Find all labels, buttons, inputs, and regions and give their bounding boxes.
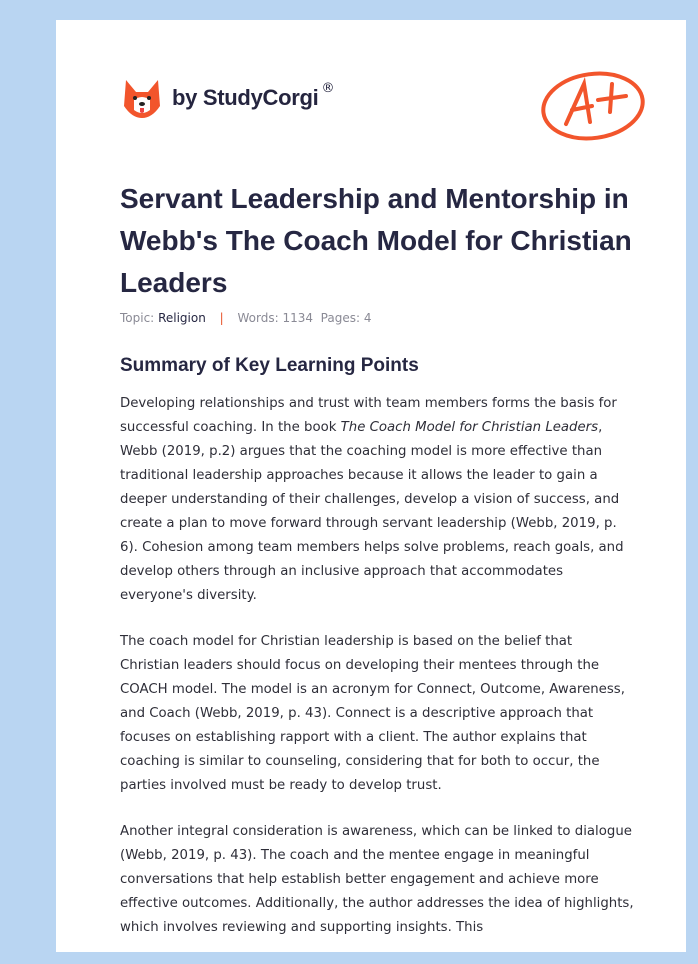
document-card — [56, 20, 686, 952]
pages-label: Pages: — [320, 311, 361, 325]
paragraph: The coach model for Christian leadership is based on the belief that Christian leaders should focus on developing their mentees through the COACH model. The model is an acronym for Connect, Outcome, Awareness, and Coach (Webb, 2019, p. 43). Connect is a descriptive approach that focuses on establishing rapport with a client. The author explains that coaching is similar to counseling, considering that for both to occur, the parties involved must be ready to develop trust. — [120, 634, 625, 793]
paragraph: Another integral consideration is awareness, which can be linked to dialogue (Webb, 2019, p. 43). The coach and the mentee engage in meaningful conversations that help establish better engagement and achieve more effective outcomes. Additionally, the author addresses the idea of highlights, which involves reviewing and supporting insights. This — [120, 824, 634, 935]
brand-name: by StudyCorgi — [172, 85, 319, 110]
meta-separator: | — [219, 311, 224, 325]
pages-count: 4 — [363, 311, 372, 325]
registered-mark: ® — [321, 80, 335, 96]
corgi-icon — [122, 76, 162, 120]
topic-label: Topic: — [120, 311, 155, 325]
document-meta — [120, 311, 372, 325]
words-count: 1134 — [282, 311, 314, 325]
words-label: Words: — [237, 311, 279, 325]
page-title: Servant Leadership and Mentorship in Webb's The Coach Model for Christian Leaders — [120, 183, 632, 298]
paragraph: Developing relationships and trust with team members forms the basis for successful coaching. In the book The Coach Model for Christian Leaders, Webb (2019, p.2) argues that the coaching model is more effective than traditional leadership approaches because it allows the leader to gain a deeper understanding of their challenges, develop a vision of success, and create a plan to move forward through servant leadership (Webb, 2019, p. 6). Cohesion among team members helps solve problems, reach goals, and develop others through an inclusive approach that accommodates everyone's diversity. — [120, 396, 624, 603]
studycorgi-logo[interactable] — [122, 76, 334, 120]
section-heading: Summary of Key Learning Points — [120, 355, 419, 376]
document-body — [120, 392, 634, 952]
topic-link[interactable]: Religion — [158, 311, 206, 325]
a-plus-grade-icon — [538, 68, 648, 144]
